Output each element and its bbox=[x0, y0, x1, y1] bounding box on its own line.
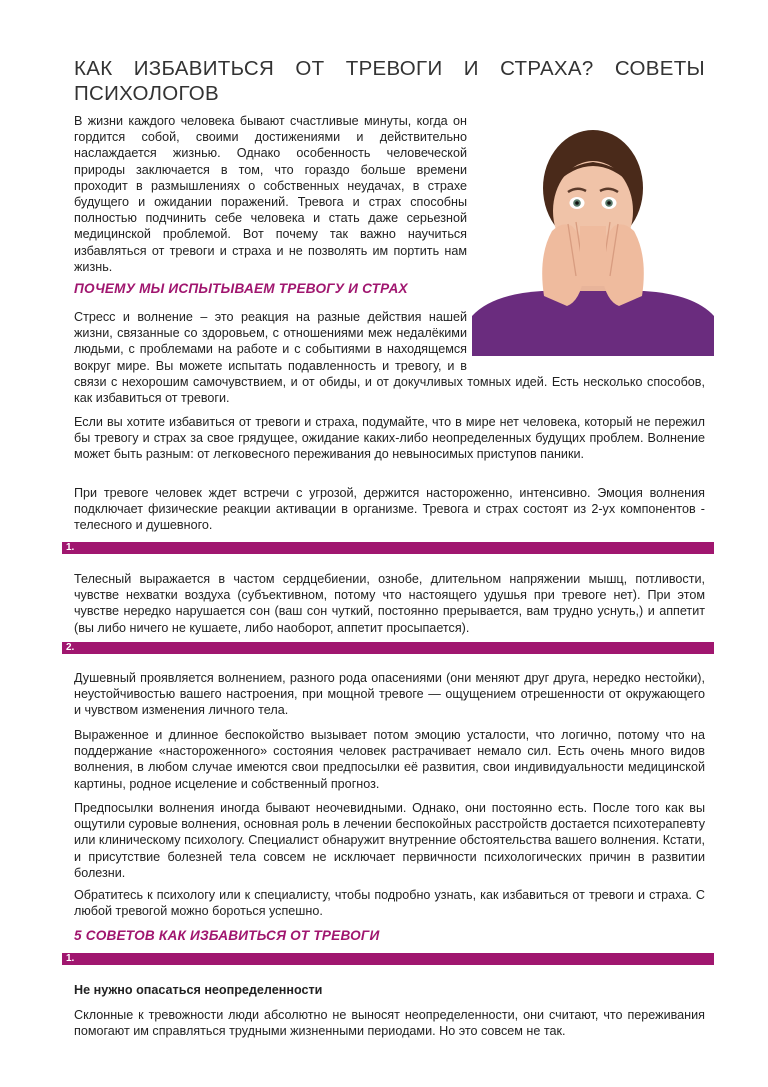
paragraph-contact: Обратитесь к психологу или к специалисту, чтобы подробно узнать, как избавиться от тревоги и страха. С любой тревогой можно бороться успешно. bbox=[74, 888, 705, 919]
stress-text: Стресс и волнение – это реакция на разные действия нашей жизни, связанные со здоровьем, с отношениями меж недалёкими людьми, с проблемами на работе и с событиями в находящемся вокруг мире. Вы можете испытать подавленность и тревогу, и в связи с нехорошим самочувствием, и от обиды, и от докучливых томных идей. Есть несколько способов, как избавиться от тревоги. bbox=[74, 310, 705, 406]
numbered-bar-2: 2. bbox=[62, 642, 714, 654]
paragraph-want: Если вы хотите избавиться от тревоги и страха, подумайте, что в мире нет человека, который не пережил бы тревогу и страх за свое грядущее, ожидание каких-либо неопределенных будущих проблем. Волнение может быть разным: от легковесного переживания до невыносимых приступов паники. bbox=[74, 415, 705, 462]
intro-paragraph: В жизни каждого человека бывают счастливые минуты, когда он гордится собой, своими достижениями и действительно наслаждается жизнью. Однако особенность человеческой природы заключается в том, что гораздо больше времени проходит в размышлениях о собственных неудачах, в страхе будущего и ожидании поражений. Тревога и страх способны полностью подчинить себе человека и стать даже серьезной медицинской проблемой. Вот почему так важно научиться избавляться от тревоги и страха и не позволять им портить нам жизнь. bbox=[74, 114, 467, 274]
paragraph-long-anxiety: Выраженное и длинное беспокойство вызывает потом эмоцию усталости, что логично, потому что на поддержание «настороженного» состояния человек растрачивает немало сил. Есть очень много видов волнения, в любом случае имеются свои предпосылки её развития, свои индивидуальности медицинской картины, родное исцеление и собственный прогноз. bbox=[74, 728, 705, 791]
paragraph-soul-component: Душевный проявляется волнением, разного рода опасениями (они меняют друг друга, нередко нестойки), неустойчивостью вашего настроения, при мощной тревоге — ощущением отрешенности от окружающего и чувством изменения личного тела. bbox=[74, 671, 705, 718]
paragraph-threat: При тревоге человек ждет встречи с угрозой, держится настороженно, интенсивно. Эмоция волнения подключает физические реакции активации в организме. Тревога и страх состоят из 2-ух компонентов - телесного и душевного. bbox=[74, 486, 705, 533]
stress-paragraph bbox=[74, 309, 705, 406]
paragraph-premises: Предпосылки волнения иногда бывают неочевидными. Однако, они постоянно есть. После того как вы ощутили суровые волнения, основная роль в лечении беспокойных расстройств достается психотерапевту или клиническому психологу. Специалист обнаружит внутренние обстоятельства вашего волнения. Кстати, и присутствие болезней тела совсем не исключает первичности психологических причин в развитии болезни. bbox=[74, 801, 705, 880]
numbered-bar-1: 1. bbox=[62, 542, 714, 554]
section-heading-why: ПОЧЕМУ МЫ ИСПЫТЫВАЕМ ТРЕВОГУ И СТРАХ bbox=[74, 281, 408, 296]
tip1-text: Склонные к тревожности люди абсолютно не выносят неопределенности, они считают, что переживания помогают им справляться трудными жизненными периодами. Но это совсем не так. bbox=[74, 1008, 705, 1039]
page-title: КАК ИЗБАВИТЬСЯ ОТ ТРЕВОГИ И СТРАХА? СОВЕТЫ ПСИХОЛОГОВ bbox=[74, 57, 705, 105]
numbered-bar-3: 1. bbox=[62, 953, 714, 965]
paragraph-body-component: Телесный выражается в частом сердцебиении, ознобе, длительном напряжении мышц, потливости, чувстве нехватки воздуха (субъективном, потому что настоящего удушья при тревоге нет). При этом чувстве нередко нарушается сон (ваш сон чуткий, постоянно прерывается, вам трудно уснуть,) и аппетит (вы либо ничего не кушаете, либо наоборот, аппетит просыпается). bbox=[74, 572, 705, 635]
section-heading-tips: 5 СОВЕТОВ КАК ИЗБАВИТЬСЯ ОТ ТРЕВОГИ bbox=[74, 928, 380, 943]
tip1-title: Не нужно опасаться неопределенности bbox=[74, 983, 323, 997]
